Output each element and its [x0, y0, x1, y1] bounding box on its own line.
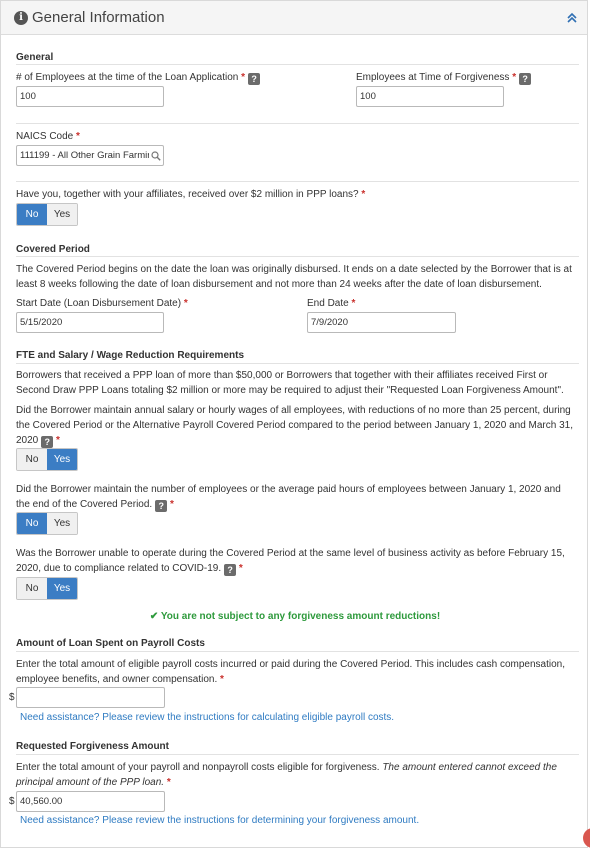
divider: [16, 64, 579, 65]
forgiveness-help-link[interactable]: Need assistance? Please review the instructions for determining your forgiveness amount.: [20, 815, 420, 826]
required-mark: *: [512, 72, 517, 83]
required-mark: *: [238, 563, 243, 574]
required-mark: *: [351, 298, 356, 309]
chevron-up-icon[interactable]: [565, 11, 579, 25]
divider: [16, 363, 579, 364]
panel-title: General Information: [32, 9, 165, 26]
fte-question-1: Did the Borrower maintain annual salary or hourly wages of all employees, with reductions of no more than 25 percent, during the Covered Period or the Alternative Payroll Covered Period compared to the period between January 1, 2020 and March 31, 2020 ? *: [16, 405, 573, 447]
fte-question-1-toggle: [16, 448, 78, 471]
end-date-label: End Date *: [307, 298, 356, 309]
naics-input[interactable]: [16, 145, 164, 166]
fte-question-3-toggle: [16, 577, 78, 600]
currency-symbol: $: [9, 796, 15, 807]
divider: [16, 754, 579, 755]
currency-symbol: $: [9, 692, 15, 703]
yes-button[interactable]: Yes: [47, 204, 77, 225]
divider: [16, 651, 579, 652]
help-icon[interactable]: ?: [41, 436, 53, 448]
search-icon[interactable]: [151, 151, 161, 161]
required-mark: *: [56, 435, 60, 446]
forgiveness-description: Enter the total amount of your payroll and nonpayroll costs eligible for forgiveness. The amount entered cannot exceed the principal amount of the PPP loan. *: [16, 762, 557, 788]
help-icon[interactable]: ?: [248, 73, 260, 85]
employees-app-label: # of Employees at the time of the Loan Application * ?: [16, 72, 260, 85]
check-icon: ✔: [149, 611, 159, 622]
divider: [16, 123, 579, 124]
payroll-description: Enter the total amount of eligible payroll costs incurred or paid during the Covered Period. This includes cash compensation, employee benefits, and owner compensation. *: [16, 659, 566, 685]
yes-button[interactable]: Yes: [47, 449, 77, 470]
covered-period-description: The Covered Period begins on the date the loan was originally disbursed. It ends on a date selected by the Borrower that is at least 8 weeks following the date of loan disbursement and not more than 24 weeks after the date of loan disbursement.: [16, 264, 572, 290]
required-mark: *: [183, 298, 188, 309]
help-icon[interactable]: ?: [224, 564, 236, 576]
required-mark: *: [166, 777, 171, 788]
start-date-input[interactable]: [16, 312, 164, 333]
payroll-help-link[interactable]: Need assistance? Please review the instructions for calculating eligible payroll costs.: [20, 712, 395, 723]
fte-question-2: Did the Borrower maintain the number of employees or the average paid hours of employees between January 1, 2020 and the end of the Covered Period. ? *: [16, 484, 561, 511]
payroll-amount-input[interactable]: [16, 687, 165, 708]
required-mark: *: [76, 131, 80, 142]
panel-header: [1, 1, 587, 35]
employees-app-input[interactable]: [16, 86, 164, 107]
no-button[interactable]: No: [17, 513, 47, 534]
info-icon: i: [14, 11, 28, 25]
payroll-section-title: Amount of Loan Spent on Payroll Costs: [16, 638, 205, 649]
affiliates-toggle: [16, 203, 78, 226]
yes-button[interactable]: Yes: [47, 578, 77, 599]
fte-intro: Borrowers that received a PPP loan of more than $50,000 or Borrowers that together with their affiliates received First or Second Draw PPP Loans totaling $2 million or more may be required to adjust their "Requested Loan Forgiveness Amount".: [16, 370, 564, 396]
end-date-input[interactable]: [307, 312, 456, 333]
forgiveness-amount-input[interactable]: [16, 791, 165, 812]
general-section-title: General: [16, 52, 54, 63]
required-mark: *: [241, 72, 246, 83]
no-button[interactable]: No: [17, 449, 47, 470]
divider: [16, 256, 579, 257]
required-mark: *: [169, 499, 174, 510]
covered-period-section-title: Covered Period: [16, 244, 90, 255]
required-mark: *: [361, 189, 366, 200]
employees-forgiveness-label: Employees at Time of Forgiveness * ?: [356, 72, 531, 85]
employees-forgiveness-input[interactable]: [356, 86, 504, 107]
help-icon[interactable]: ?: [519, 73, 531, 85]
affiliates-question: Have you, together with your affiliates, received over $2 million in PPP loans? *: [16, 189, 366, 200]
fte-question-2-toggle: [16, 512, 78, 535]
fte-section-title: FTE and Salary / Wage Reduction Requirements: [16, 350, 245, 361]
success-message: ✔ You are not subject to any forgiveness amount reductions!: [149, 611, 441, 622]
no-button[interactable]: No: [17, 578, 47, 599]
fte-question-3: Was the Borrower unable to operate during the Covered Period at the same level of business activity as before February 15, 2020, due to compliance related to COVID-19. ? *: [16, 548, 565, 575]
divider: [16, 181, 579, 182]
forgiveness-section-title: Requested Forgiveness Amount: [16, 741, 169, 752]
start-date-label: Start Date (Loan Disbursement Date) *: [16, 298, 188, 309]
help-icon[interactable]: ?: [155, 500, 167, 512]
yes-button[interactable]: Yes: [47, 513, 77, 534]
no-button[interactable]: No: [17, 204, 47, 225]
naics-label: NAICS Code *: [16, 131, 80, 142]
required-mark: *: [220, 674, 224, 685]
